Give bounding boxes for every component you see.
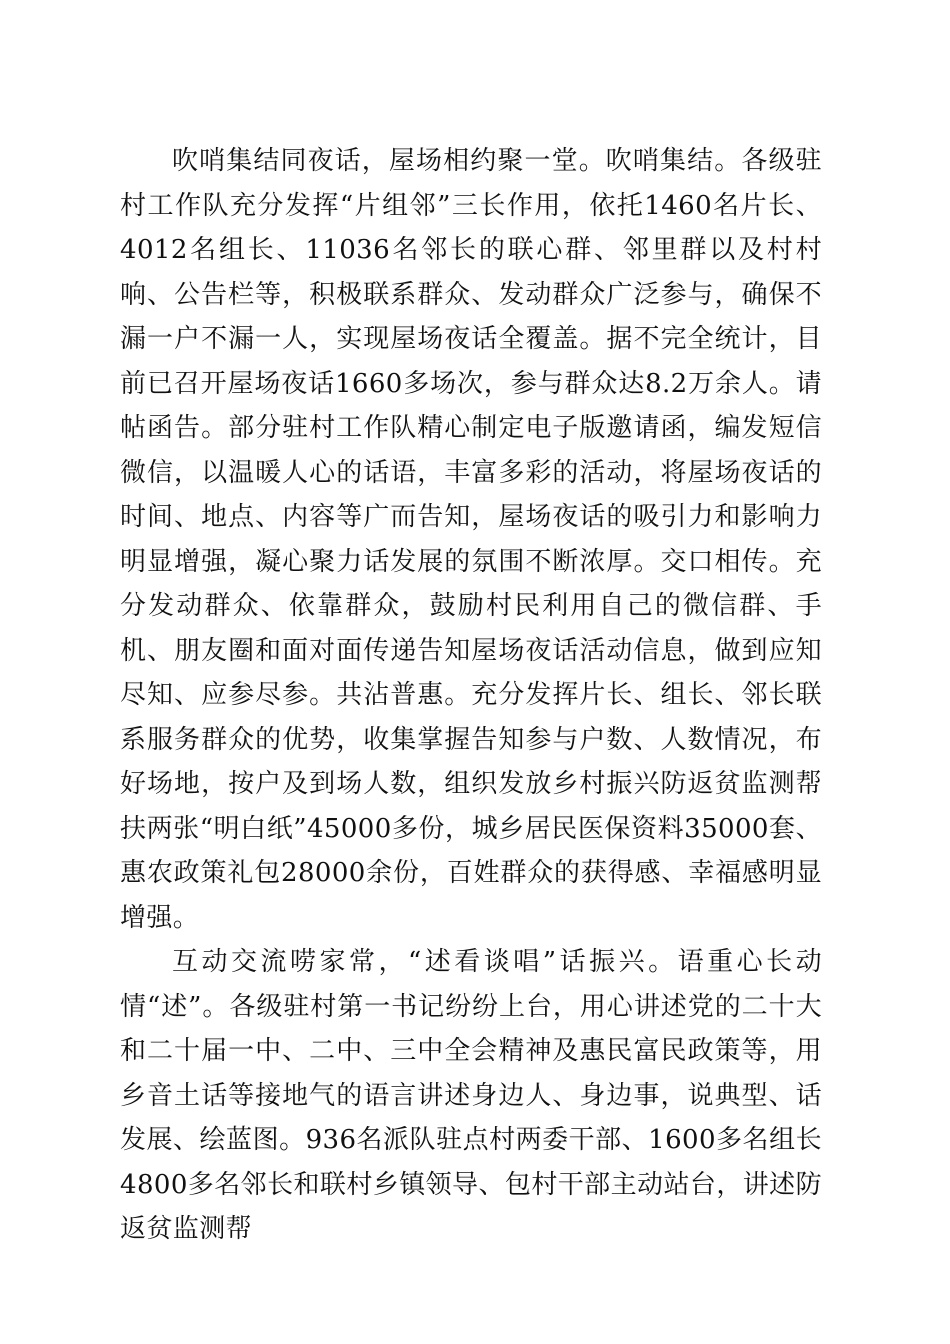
paragraph-2: 互动交流唠家常，“述看谈唱”话振兴。语重心长动情“述”。各级驻村第一书记纷纷上台，用心讲述党的二十大和二十届一中、二中、三中全会精神及惠民富民政策等，用乡音土话等接地气的语言讲述身边人、身边事，说典型、话发展、绘蓝图。936名派队驻点村两委干部、1600多名组长4800多名邻长和联村乡镇领导、包村干部主动站台，讲述防返贫监测帮 [120,947,822,1244]
paragraph-1: 吹哨集结同夜话，屋场相约聚一堂。吹哨集结。各级驻村工作队充分发挥“片组邻”三长作用，依托1460名片长、4012名组长、11036名邻长的联心群、邻里群以及村村响、公告栏等，积极联系群众、发动群众广泛参与，确保不漏一户不漏一人，实现屋场夜话全覆盖。据不完全统计，目前已召开屋场夜话1660多场次，参与群众达8.2万余人。请帖函告。部分驻村工作队精心制定电子版邀请函，编发短信微信，以温暖人心的话语，丰富多彩的活动，将屋场夜话的时间、地点、内容等广而告知，屋场夜话的吸引力和影响力明显增强，凝心聚力话发展的氛围不断浓厚。交口相传。充分发动群众、依靠群众，鼓励村民利用自己的微信群、手机、朋友圈和面对面传递告知屋场夜话活动信息，做到应知尽知、应参尽参。共沾普惠。充分发挥片长、组长、邻长联系服务群众的优势，收集掌握告知参与户数、人数情况，布好场地，按户及到场人数，组织发放乡村振兴防返贫监测帮扶两张“明白纸”45000多份，城乡居民医保资料35000套、惠农政策礼包28000余份，百姓群众的获得感、幸福感明显增强。 [120,146,822,933]
body-text [120,139,822,1252]
